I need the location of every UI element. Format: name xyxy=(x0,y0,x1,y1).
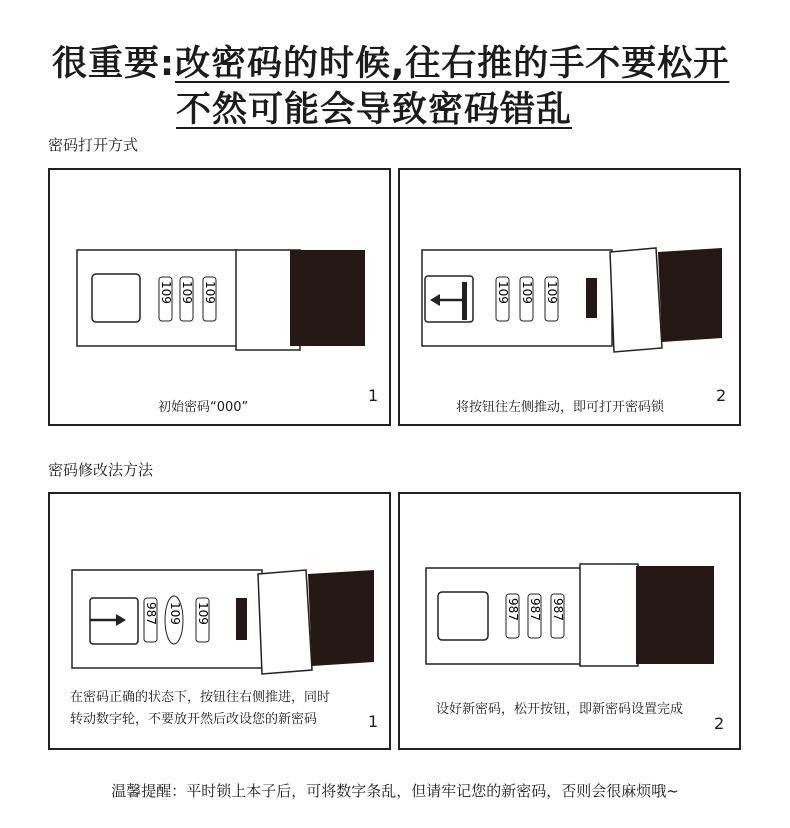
slot xyxy=(586,278,597,318)
dial-group xyxy=(144,596,210,644)
slot xyxy=(236,598,247,640)
caption-open-1: 初始密码“000” xyxy=(158,400,249,415)
keyhole-window xyxy=(438,592,488,640)
dial-3-digits: 109 xyxy=(196,602,210,625)
dial-group xyxy=(159,277,217,321)
footer-tip: 温馨提醒：平时锁上本子后，可将数字条乱，但请牢记您的新密码，否则会很麻烦哦~ xyxy=(111,782,679,800)
dial-1-digits: 987 xyxy=(144,602,158,625)
slider-cover xyxy=(258,570,312,674)
step-number: 2 xyxy=(714,714,725,733)
keyhole-window xyxy=(92,274,140,322)
dial-group xyxy=(496,277,559,321)
dial-3-digits: 109 xyxy=(545,281,559,304)
dial-2-digits: 109 xyxy=(168,602,182,625)
dial-2-digits: 987 xyxy=(528,598,542,621)
strap xyxy=(636,566,714,664)
strap xyxy=(658,248,722,342)
lock-illustration xyxy=(400,170,743,428)
button-bar xyxy=(462,282,467,320)
dial-group xyxy=(506,594,565,638)
panel-change-2 xyxy=(398,492,741,750)
title-emphasis-2: 不然可能会导致密码错乱 xyxy=(176,90,573,130)
title-line-1 xyxy=(52,36,729,86)
step-number: 1 xyxy=(368,712,379,731)
strap xyxy=(290,250,365,346)
panel-change-1 xyxy=(48,492,391,750)
lock-illustration xyxy=(50,170,393,428)
section-heading-change: 密码修改法方法 xyxy=(48,461,154,479)
dial-2-digits: 109 xyxy=(520,281,534,304)
step-number: 1 xyxy=(368,386,379,405)
caption-open-2: 将按钮往左侧推动，即可打开密码锁 xyxy=(456,400,665,415)
caption-change-1-line-2: 转动数字轮，不要放开然后改设您的新密码 xyxy=(70,712,318,727)
panel-open-1 xyxy=(48,168,391,426)
title-emphasis-1: 改密码的时候,往右推的手不要松开 xyxy=(175,44,730,84)
dial-2-digits: 109 xyxy=(180,281,194,304)
dial-1-digits: 109 xyxy=(496,281,510,304)
dial-3-digits: 109 xyxy=(203,281,217,304)
dial-1-digits: 109 xyxy=(159,281,173,304)
strap xyxy=(308,570,374,666)
caption-change-1-line-1: 在密码正确的状态下，按钮往右侧推进，同时 xyxy=(70,690,331,705)
section-heading-open: 密码打开方式 xyxy=(48,136,139,154)
slider-cover xyxy=(610,248,662,352)
title-prefix: 很重要: xyxy=(52,44,175,84)
caption-change-2: 设好新密码，松开按钮，即新密码设置完成 xyxy=(436,702,684,717)
dial-3-digits: 987 xyxy=(551,598,565,621)
slider-cover xyxy=(580,564,638,666)
panel-open-2 xyxy=(398,168,741,426)
step-number: 2 xyxy=(716,386,727,405)
dial-1-digits: 987 xyxy=(506,598,520,621)
